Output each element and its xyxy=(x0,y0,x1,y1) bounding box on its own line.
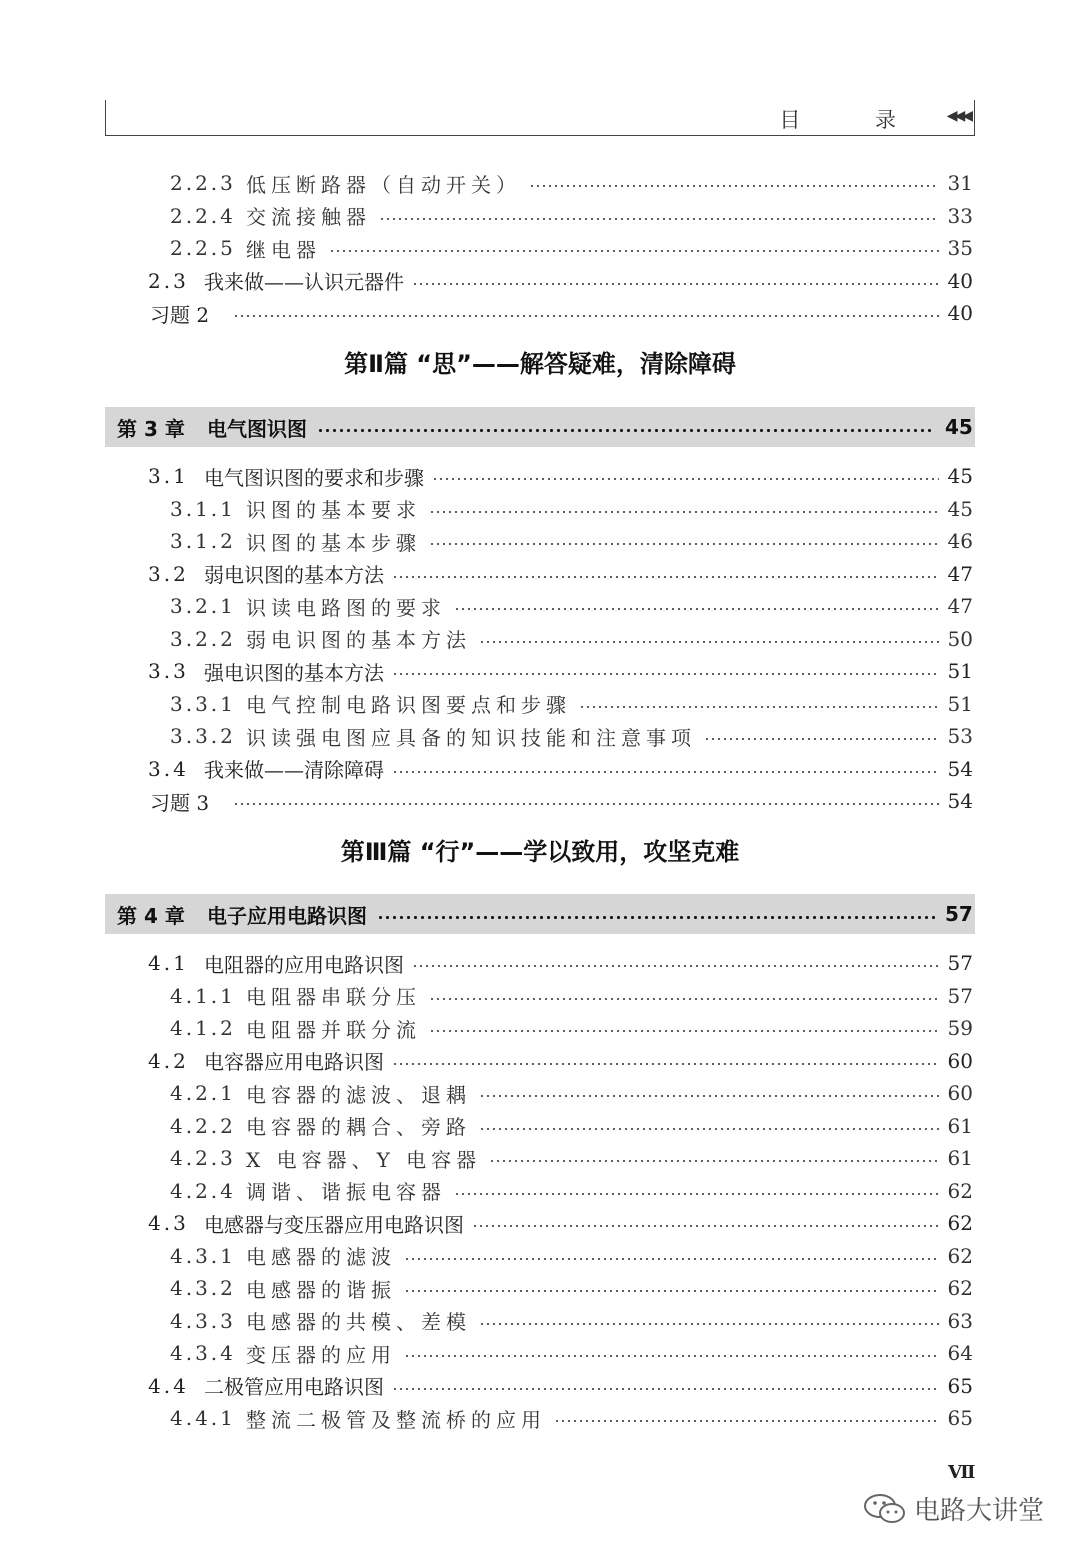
subsection-entry[interactable] xyxy=(0,1337,1080,1369)
entry-title: 继电器 xyxy=(246,237,321,262)
entry-title: 我来做——认识元器件 xyxy=(204,270,404,294)
entry-number: 3.3.1 xyxy=(170,691,236,716)
subsection-entry[interactable] xyxy=(0,1142,1080,1174)
dot-leader xyxy=(412,283,939,285)
subsection-entry[interactable] xyxy=(0,200,1080,232)
dot-leader xyxy=(392,771,939,773)
entry-page: 47 xyxy=(947,594,973,618)
section-entry[interactable] xyxy=(0,947,1080,979)
subsection-entry[interactable] xyxy=(0,1110,1080,1142)
entry-number: 4.4 xyxy=(148,1373,189,1398)
subsection-entry[interactable] xyxy=(0,720,1080,752)
entry-title: 识读电路图的要求 xyxy=(246,595,446,620)
entry-page: 57 xyxy=(947,951,973,975)
subsection-entry[interactable] xyxy=(0,1175,1080,1207)
entry-number: 4.3.1 xyxy=(170,1243,236,1268)
dot-leader xyxy=(429,1030,939,1032)
header-title: 目 录 xyxy=(779,108,930,132)
entry-number: 3.2.1 xyxy=(170,594,236,618)
subsection-entry[interactable] xyxy=(0,1272,1080,1304)
exercise-entry[interactable] xyxy=(0,785,1080,817)
page-number: Ⅶ xyxy=(948,1462,976,1483)
entry-page: 47 xyxy=(947,561,973,586)
entry-number: 4.3.3 xyxy=(170,1308,236,1333)
dot-leader xyxy=(377,916,935,919)
entry-page: 60 xyxy=(947,1081,973,1105)
entry-page: 40 xyxy=(947,301,973,325)
subsection-entry[interactable] xyxy=(0,1240,1080,1272)
dot-leader xyxy=(404,1290,939,1292)
dot-leader xyxy=(233,803,939,805)
entry-number: 4.3.2 xyxy=(170,1276,236,1300)
dot-leader xyxy=(404,1355,939,1357)
entry-page: 51 xyxy=(947,659,973,683)
section-entry[interactable] xyxy=(0,558,1080,590)
dot-leader xyxy=(479,641,939,643)
entry-page: 65 xyxy=(947,1406,973,1430)
entry-title: 识图的基本步骤 xyxy=(246,530,421,555)
entry-title: 电容器的滤波、退耦 xyxy=(246,1082,471,1107)
entry-page: 54 xyxy=(947,756,973,781)
entry-title: 电容器应用电路识图 xyxy=(204,1050,384,1074)
entry-title: 低压断路器（自动开关） xyxy=(246,172,521,197)
entry-page: 61 xyxy=(947,1146,973,1170)
subsection-entry[interactable] xyxy=(0,590,1080,622)
entry-page: 50 xyxy=(947,626,973,651)
chapter-4-heading[interactable] xyxy=(105,894,975,934)
dot-leader xyxy=(432,478,939,480)
section-entry[interactable] xyxy=(0,1370,1080,1402)
entry-number: 3.2.2 xyxy=(170,626,236,651)
entry-page: 57 xyxy=(947,983,973,1008)
watermark xyxy=(862,1490,1044,1527)
entry-number: 4.1.2 xyxy=(170,1016,236,1040)
entry-page: 62 xyxy=(947,1276,973,1300)
dot-leader xyxy=(317,429,935,432)
entry-number: 4.1.1 xyxy=(170,983,236,1008)
chapter-page: 57 xyxy=(945,902,973,926)
entry-page: 45 xyxy=(947,496,973,521)
section-entry[interactable] xyxy=(0,265,1080,297)
dot-leader xyxy=(529,185,939,187)
subsection-entry[interactable] xyxy=(0,688,1080,720)
dot-leader xyxy=(429,998,939,1000)
entry-number: 3.3 xyxy=(148,659,189,683)
dot-leader xyxy=(479,1323,939,1325)
subsection-entry[interactable] xyxy=(0,167,1080,199)
subsection-entry[interactable] xyxy=(0,980,1080,1012)
entry-number: 4.2.3 xyxy=(170,1146,236,1170)
entry-number: 2.2.3 xyxy=(170,171,236,195)
dot-leader xyxy=(392,1388,939,1390)
subsection-entry[interactable] xyxy=(0,525,1080,557)
entry-number: 3.3.2 xyxy=(170,724,236,748)
entry-page: 59 xyxy=(947,1016,973,1040)
entry-page: 61 xyxy=(947,1113,973,1138)
dot-leader xyxy=(489,1160,939,1162)
entry-title: 二极管应用电路识图 xyxy=(204,1375,384,1399)
part-heading-3: 第Ⅲ篇 “行”——学以致用，攻坚克难 xyxy=(340,838,740,866)
dot-leader xyxy=(579,706,939,708)
entry-page: 46 xyxy=(947,529,973,553)
entry-title: 识读强电图应具备的知识技能和注意事项 xyxy=(246,725,696,750)
entry-page: 31 xyxy=(947,171,973,195)
entry-page: 51 xyxy=(947,691,973,716)
watermark-text: 电路大讲堂 xyxy=(914,1496,1045,1526)
entry-title: 变压器的应用 xyxy=(246,1342,396,1367)
entry-number: 2.2.4 xyxy=(170,203,236,228)
entry-page: 35 xyxy=(947,236,973,260)
entry-number: 3.4 xyxy=(148,756,189,781)
dot-leader xyxy=(379,218,939,220)
entry-number: 3.1.2 xyxy=(170,529,236,553)
entry-title: 电阻器并联分流 xyxy=(246,1017,421,1042)
subsection-entry[interactable] xyxy=(0,623,1080,655)
chapter-title: 电气图识图 xyxy=(207,416,307,441)
entry-number: 习题 2 xyxy=(150,302,210,327)
entry-page: 54 xyxy=(947,789,973,813)
entry-title: 电感器与变压器应用电路识图 xyxy=(204,1212,464,1237)
entry-title: 电感器的谐振 xyxy=(246,1277,396,1302)
part-heading-2: 第Ⅱ篇 “思”——解答疑难，清除障碍 xyxy=(344,350,736,378)
entry-title: 强电识图的基本方法 xyxy=(204,660,384,685)
entry-page: 64 xyxy=(947,1341,973,1365)
entry-title: 弱电识图的基本方法 xyxy=(204,563,384,587)
subsection-entry[interactable] xyxy=(0,1012,1080,1044)
section-entry[interactable] xyxy=(0,753,1080,785)
entry-page: 40 xyxy=(947,268,973,293)
entry-page: 63 xyxy=(947,1308,973,1333)
entry-title: 电阻器串联分压 xyxy=(246,985,421,1009)
entry-page: 60 xyxy=(947,1048,973,1073)
entry-page: 53 xyxy=(947,724,973,748)
wechat-icon xyxy=(862,1492,908,1526)
dot-leader xyxy=(392,673,939,675)
entry-title: 交流接触器 xyxy=(246,205,371,229)
entry-page: 62 xyxy=(947,1178,973,1203)
dot-leader xyxy=(233,315,939,317)
entry-title: X 电容器、Y 电容器 xyxy=(246,1147,482,1172)
dot-leader xyxy=(479,1095,939,1097)
dot-leader xyxy=(392,576,939,578)
chapter-number: 第 3 章 xyxy=(117,416,185,441)
entry-number: 2.3 xyxy=(148,268,189,293)
chapter-3-heading[interactable] xyxy=(105,407,975,447)
entry-title: 识图的基本要求 xyxy=(246,498,421,522)
chapter-title: 电子应用电路识图 xyxy=(207,903,367,928)
entry-title: 调谐、谐振电容器 xyxy=(246,1180,446,1204)
dot-leader xyxy=(454,1193,939,1195)
entry-number: 4.2.1 xyxy=(170,1081,236,1105)
section-entry[interactable] xyxy=(0,1207,1080,1239)
header-arrows-icon: ◀◀◀ xyxy=(946,108,970,124)
dot-leader xyxy=(454,608,939,610)
dot-leader xyxy=(404,1258,939,1260)
entry-number: 习题 3 xyxy=(150,790,210,815)
subsection-entry[interactable] xyxy=(0,1077,1080,1109)
dot-leader xyxy=(429,511,939,513)
dot-leader xyxy=(554,1420,939,1422)
exercise-entry[interactable] xyxy=(0,297,1080,329)
entry-number: 4.4.1 xyxy=(170,1406,236,1430)
running-header xyxy=(105,100,975,136)
entry-number: 3.1.1 xyxy=(170,496,236,521)
section-entry[interactable] xyxy=(0,1045,1080,1077)
subsection-entry[interactable] xyxy=(0,1305,1080,1337)
entry-title: 电气图识图的要求和步骤 xyxy=(204,465,424,490)
entry-number: 4.3 xyxy=(148,1211,189,1235)
dot-leader xyxy=(704,738,939,740)
entry-number: 4.2 xyxy=(148,1048,189,1073)
entry-title: 电气控制电路识图要点和步骤 xyxy=(246,693,571,717)
entry-title: 电感器的共模、差模 xyxy=(246,1310,471,1334)
entry-title: 电感器的滤波 xyxy=(246,1245,396,1269)
entry-title: 电阻器的应用电路识图 xyxy=(204,952,404,977)
entry-number: 3.1 xyxy=(148,464,189,488)
section-entry[interactable] xyxy=(0,655,1080,687)
entry-number: 4.3.4 xyxy=(170,1341,236,1365)
entry-page: 65 xyxy=(947,1373,973,1398)
dot-leader xyxy=(472,1225,939,1227)
entry-title: 电容器的耦合、旁路 xyxy=(246,1115,471,1139)
entry-page: 62 xyxy=(947,1211,973,1235)
entry-number: 4.2.2 xyxy=(170,1113,236,1138)
chapter-page: 45 xyxy=(945,415,973,439)
entry-number: 3.2 xyxy=(148,561,189,586)
dot-leader xyxy=(329,250,939,252)
dot-leader xyxy=(479,1128,939,1130)
subsection-entry[interactable] xyxy=(0,493,1080,525)
entry-title: 弱电识图的基本方法 xyxy=(246,628,471,652)
subsection-entry[interactable] xyxy=(0,1402,1080,1434)
entry-title: 我来做——清除障碍 xyxy=(204,758,384,782)
entry-number: 4.1 xyxy=(148,951,189,975)
entry-number: 4.2.4 xyxy=(170,1178,236,1203)
entry-title: 整流二极管及整流桥的应用 xyxy=(246,1407,546,1432)
dot-leader xyxy=(429,543,939,545)
entry-number: 2.2.5 xyxy=(170,236,236,260)
dot-leader xyxy=(392,1063,939,1065)
entry-page: 33 xyxy=(947,203,973,228)
entry-page: 45 xyxy=(947,464,973,488)
dot-leader xyxy=(412,965,939,967)
entry-page: 62 xyxy=(947,1243,973,1268)
chapter-number: 第 4 章 xyxy=(117,903,185,928)
subsection-entry[interactable] xyxy=(0,232,1080,264)
section-entry[interactable] xyxy=(0,460,1080,492)
